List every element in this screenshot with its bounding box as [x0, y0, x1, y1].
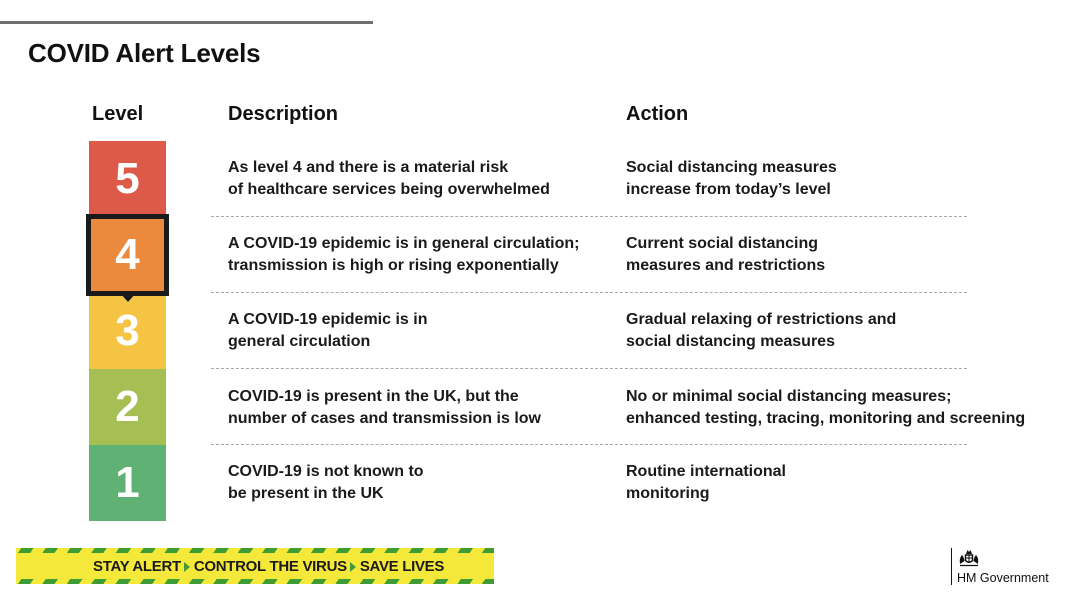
row-divider: [211, 216, 967, 217]
description-level-5: As level 4 and there is a material risk of healthcare services being overwhelmed: [228, 159, 550, 198]
row-divider: [211, 368, 967, 369]
banner-part-control-virus: CONTROL THE VIRUS: [193, 558, 347, 575]
row-divider: [211, 444, 967, 445]
level-3-block: 3: [89, 293, 166, 369]
level-5-block: 5: [89, 141, 166, 217]
banner-part-save-lives: SAVE LIVES: [359, 558, 445, 575]
stay-alert-banner: [16, 548, 494, 584]
row-divider: [211, 292, 967, 293]
action-level-5: Social distancing measures increase from today’s level: [626, 159, 837, 198]
top-rule: [0, 21, 373, 24]
header-description: Description: [228, 103, 339, 125]
action-level-4: Current social distancing measures and restrictions: [626, 235, 826, 274]
royal-crest-icon: [957, 548, 981, 568]
description-level-4: A COVID-19 epidemic is in general circulation; transmission is high or rising exponentially: [228, 235, 580, 274]
description-level-2: COVID-19 is present in the UK, but the number of cases and transmission is low: [228, 388, 541, 427]
header-action: Action: [626, 103, 689, 125]
level-4-block-current: 4: [86, 214, 169, 296]
hm-government-text: HM Government: [957, 571, 1049, 585]
action-level-3: Gradual relaxing of restrictions and social distancing measures: [626, 311, 897, 350]
level-2-block: 2: [89, 369, 166, 445]
chevron-right-icon: [350, 562, 356, 572]
hm-government-logo: [951, 548, 1049, 585]
level-bar: [89, 141, 166, 522]
action-level-2: No or minimal social distancing measures; enhanced testing, tracing, monitoring and screening: [626, 388, 1026, 427]
action-level-1: Routine international monitoring: [626, 463, 786, 502]
header-level: Level: [92, 103, 144, 125]
chevron-right-icon: [184, 562, 190, 572]
current-level-pointer-icon: [120, 293, 136, 302]
page-title: COVID Alert Levels: [28, 38, 261, 68]
description-level-1: COVID-19 is not known to be present in the UK: [228, 463, 424, 502]
banner-stripe-top: [16, 548, 494, 553]
description-level-3: A COVID-19 epidemic is in general circulation: [228, 311, 428, 350]
banner-part-stay-alert: STAY ALERT: [93, 558, 181, 575]
banner-stripe-bottom: [16, 579, 494, 584]
level-1-block: 1: [89, 445, 166, 521]
banner-slogan: [93, 558, 444, 575]
